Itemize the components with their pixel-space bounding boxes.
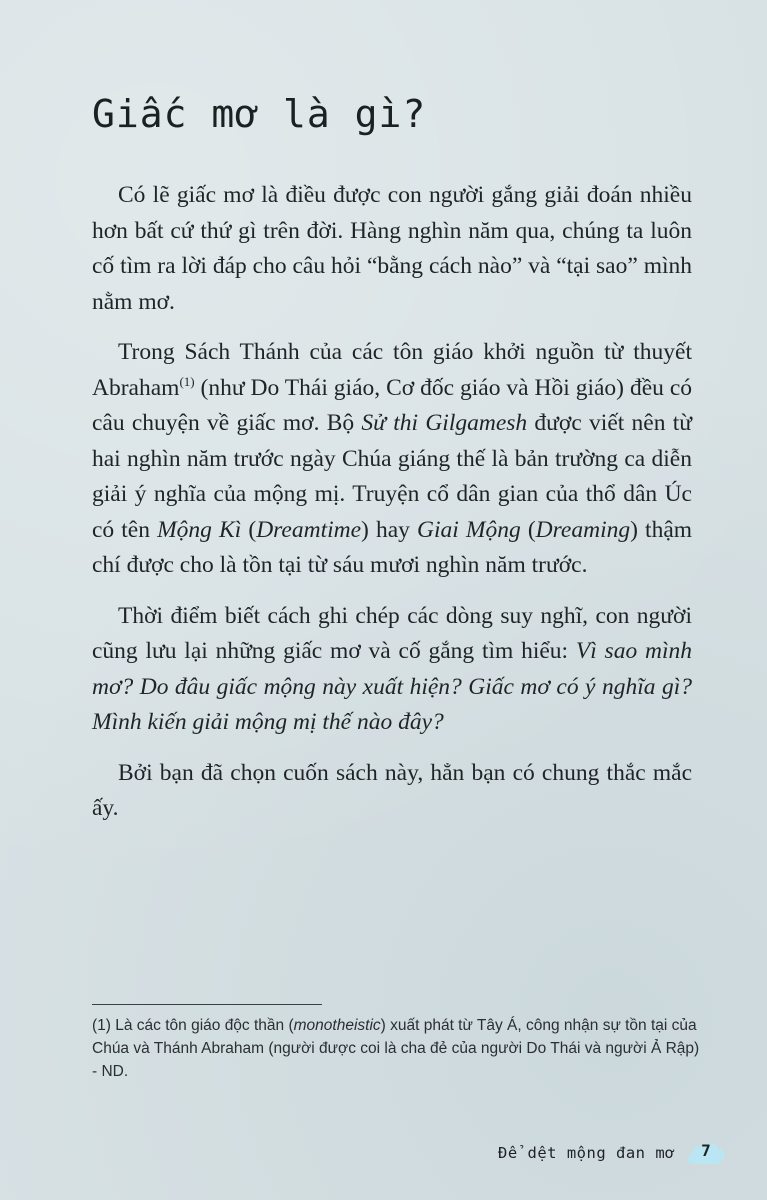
paragraph — [92, 756, 692, 827]
italic-text: Dreamtime — [256, 516, 362, 543]
body-text — [92, 178, 692, 842]
page-title: Giấc mơ là gì? — [92, 92, 427, 136]
page-footer — [498, 1138, 727, 1168]
italic-text: Mộng Kì — [157, 516, 242, 543]
text-run: Có lẽ giấc mơ là điều được con người gắng giải đoán nhiều hơn bất cứ thứ gì trên đời. Hàng nghìn năm qua, chúng ta luôn cố tìm ra lời đáp cho câu hỏi “bằng cách nào” và “tại sao” mình nằm mơ. — [92, 182, 692, 315]
footnote-divider — [92, 1004, 322, 1005]
italic-text: monotheistic — [293, 1017, 381, 1034]
text-run: ( — [241, 516, 257, 543]
text-run: Thời điểm biết cách ghi chép các dòng suy nghĩ, con người cũng lưu lại những giấc mơ và cố gắng tìm hiểu: — [92, 602, 692, 664]
text-run: Bởi bạn đã chọn cuốn sách này, hẳn bạn có chung thắc mắc ấy. — [92, 759, 692, 821]
italic-text: Sử thi Gilgamesh — [361, 410, 528, 436]
italic-text: Giai Mộng — [417, 516, 521, 543]
running-footer-title: Để dệt mộng đan mơ — [498, 1144, 675, 1162]
text-run: Trong Sách Thánh của các tôn giáo khởi nguồn từ thuyết Abraham — [92, 339, 692, 401]
italic-text: Dreaming — [535, 516, 631, 543]
paragraph — [92, 178, 692, 320]
paragraph — [92, 599, 692, 741]
text-run: được viết nên từ hai nghìn năm trước ngày Chúa giáng thế là bản trường ca diễn giải ý nghĩa của mộng mị. Truyện cổ dân gian của thổ dân Úc có tên — [92, 410, 693, 543]
footnote-marker: (1) — [179, 373, 195, 389]
text-run: (như Do Thái giáo, Cơ đốc giáo và Hồi giáo) đều có câu chuyện về giấc mơ. Bộ — [92, 374, 692, 436]
paragraph — [92, 335, 692, 584]
footnote — [92, 1014, 702, 1083]
page-number: 7 — [701, 1141, 711, 1160]
text-run: (1) Là các tôn giáo độc thần ( — [92, 1017, 294, 1034]
text-run: ) thậm chí được cho là tồn tại từ sáu mươi nghìn năm trước. — [92, 516, 693, 578]
text-run: ) xuất phát từ Tây Á, công nhận sự tồn tại của Chúa và Thánh Abraham (người được coi là cha đẻ của người Do Thái và người Ả Rập) - ND. — [92, 1017, 700, 1080]
cloud-icon — [685, 1138, 727, 1168]
italic-text: Vì sao mình mơ? Do đâu giấc mộng này xuất hiện? Giấc mơ có ý nghĩa gì? Mình kiến giải mộng mị thế nào đây? — [92, 638, 692, 735]
text-run: ( — [520, 516, 536, 543]
text-run: ) hay — [361, 516, 418, 543]
